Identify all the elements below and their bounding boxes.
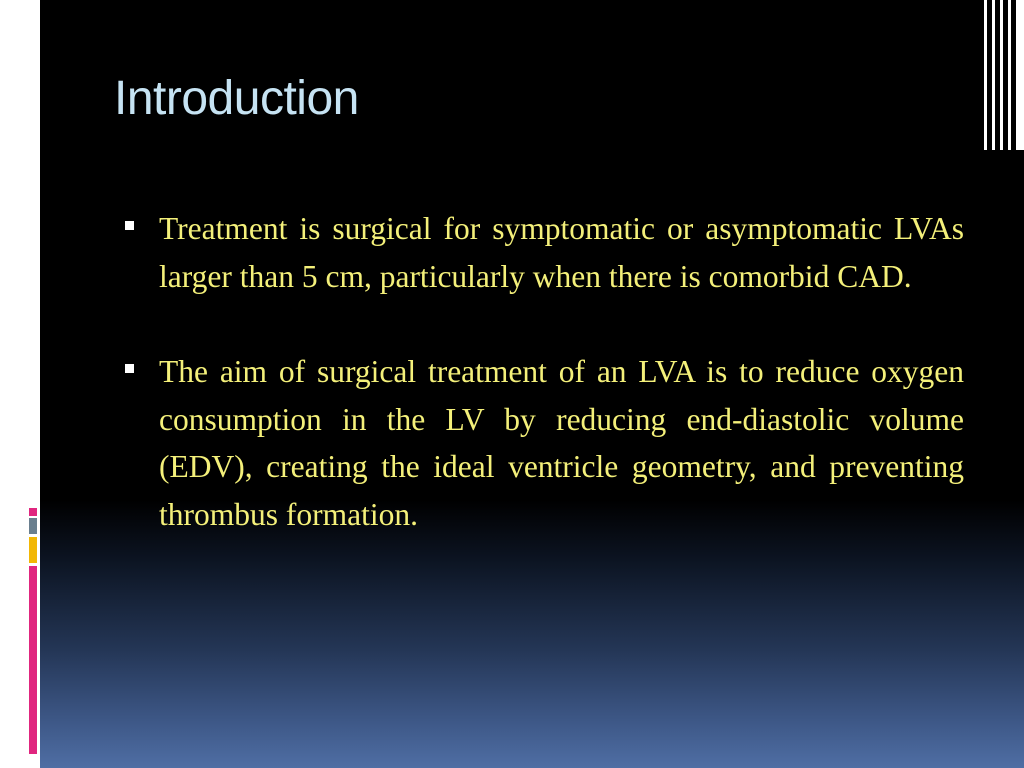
slide-title: Introduction bbox=[114, 72, 359, 125]
bullet-list bbox=[122, 205, 964, 586]
bullet-item bbox=[122, 205, 964, 300]
accent-bar-pink-long bbox=[29, 566, 37, 754]
corner-stripes-decoration bbox=[980, 0, 1024, 150]
square-bullet-icon bbox=[125, 221, 134, 230]
bullet-item bbox=[122, 348, 964, 538]
bullet-text: The aim of surgical treatment of an LVA is to reduce oxygen consumption in the LV by reducing end-diastolic volume (EDV), creating the ideal ventricle geometry, and preventing thrombus formation. bbox=[159, 354, 964, 532]
accent-bar-gray bbox=[29, 518, 37, 534]
accent-bar-pink bbox=[29, 508, 37, 516]
square-bullet-icon bbox=[125, 364, 134, 373]
bullet-text: Treatment is surgical for symptomatic or asymptomatic LVAs larger than 5 cm, particularly when there is comorbid CAD. bbox=[159, 211, 964, 294]
accent-bar-yellow bbox=[29, 537, 37, 563]
